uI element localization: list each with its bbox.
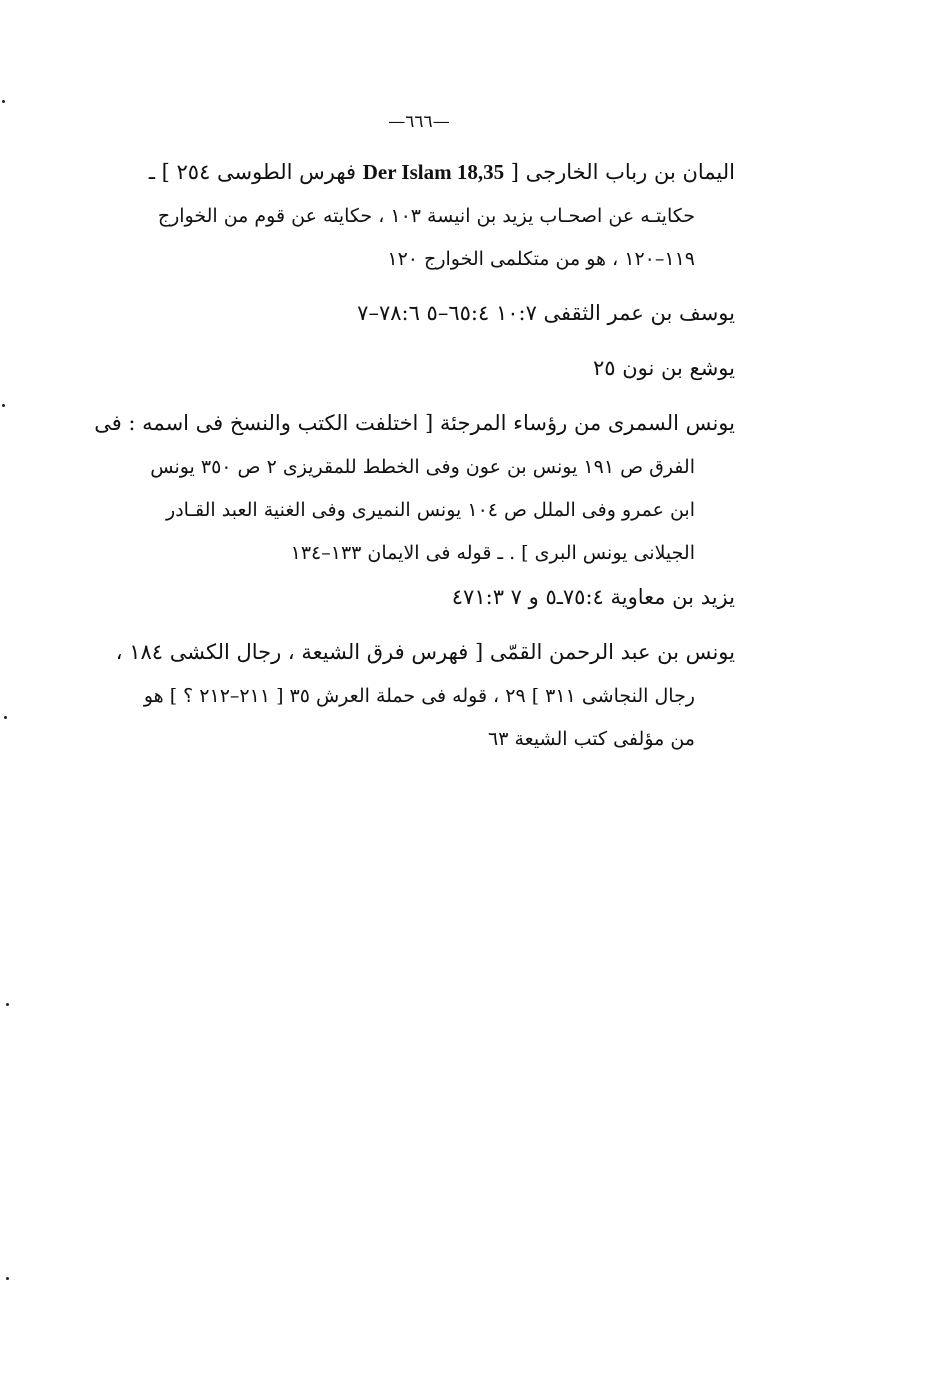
entry-line: من مؤلفى كتب الشيعة ٦٣ (488, 728, 695, 750)
entry-line: ١١٩–١٢٠ ، هو من متكلمى الخوارج ١٢٠ (387, 248, 695, 270)
index-entry (80, 150, 735, 281)
scan-speck (6, 1277, 9, 1280)
entry-line: يوسف بن عمر الثقفى ١٠:٧ ٦٥:٤–٥ ٧٨:٦–٧ (357, 301, 735, 325)
entry-line: الجيلانى يونس البرى ] . ـ قوله فى الايمان ١٣٣–١٣٤ (290, 542, 695, 564)
index-entry (80, 291, 735, 336)
entry-line: يزيد بن معاوية ٧٥:٤ـ٥ و ٧ ٤٧١:٣ (451, 585, 735, 609)
entry-text: فهرس الطوسى ٢٥٤ ] ـ (148, 160, 363, 184)
index-entry (80, 401, 735, 620)
scan-speck (2, 100, 5, 103)
entry-line: يوشع بن نون ٢٥ (593, 356, 735, 380)
scan-speck (2, 404, 5, 407)
entry-line: ابن عمرو وفى الملل ص ١٠٤ يونس النميرى وفى الغنية العبد القـادر (166, 499, 695, 521)
scan-speck (4, 716, 7, 719)
entry-line: يونس السمرى من رؤساء المرجئة [ اختلفت الكتب والنسخ فى اسمه : فى (94, 411, 735, 435)
entry-line: الفرق ص ١٩١ يونس بن عون وفى الخطط للمقريزى ٢ ص ٣٥٠ يونس (150, 456, 695, 478)
index-entry (80, 630, 735, 761)
page-number: —٦٦٦— (388, 112, 450, 132)
index-entries (80, 150, 735, 771)
latin-citation: Der Islam 18,35 (362, 160, 505, 184)
scan-speck (6, 1003, 9, 1006)
entry-line: رجال النجاشى ٣١١ ] ٢٩ ، قوله فى حملة العرش ٣٥ [ ٢١١–٢١٢ ؟ ] هو (143, 685, 695, 707)
entry-line: حكايتـه عن اصحـاب يزيد بن انيسة ١٠٣ ، حكايته عن قوم من الخوارج (157, 205, 695, 227)
entry-text: اليمان بن رباب الخارجى [ (504, 160, 735, 184)
entry-line: يونس بن عبد الرحمن القمّى [ فهرس فرق الشيعة ، رجال الكشى ١٨٤ ، (115, 640, 735, 664)
entry-line (80, 150, 735, 195)
index-entry (80, 346, 735, 391)
